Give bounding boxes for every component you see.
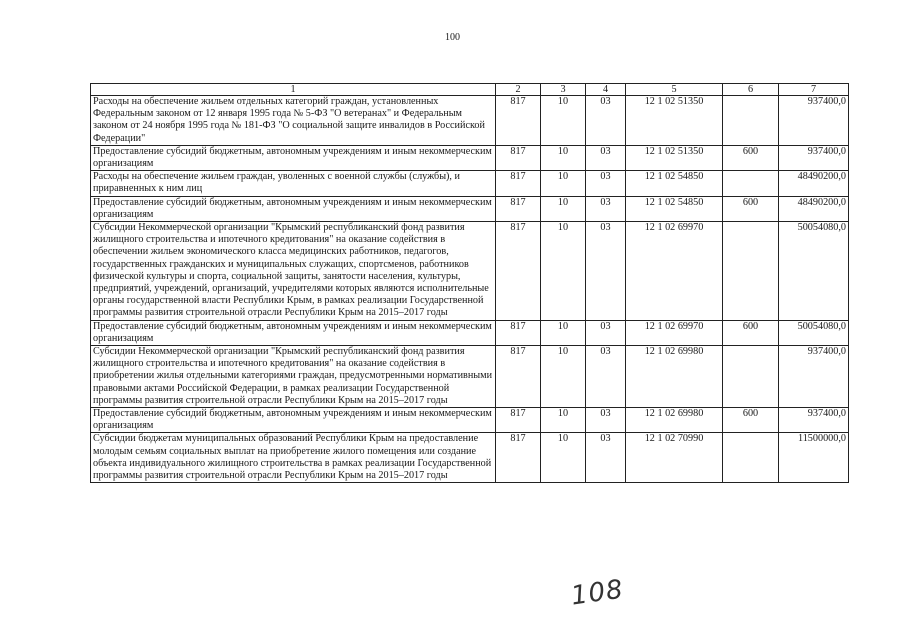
table-row [91, 408, 849, 433]
row-expense-type [723, 346, 779, 408]
row-subsection-code: 03 [586, 320, 626, 345]
row-description: Субсидии бюджетам муниципальных образований Республики Крым на предоставление молодым семьям социальных выплат на приобретение жилого помещения или создание объекта индивидуального жилищного строительства в рамках реализации Государственной программы развития строительной отрасли Республики Крым на 2015–2017 годы [91, 433, 496, 483]
row-amount: 11500000,0 [779, 433, 849, 483]
row-section-code: 10 [541, 346, 586, 408]
row-subsection-code: 03 [586, 96, 626, 146]
row-amount: 937400,0 [779, 408, 849, 433]
row-description: Предоставление субсидий бюджетным, автономным учреждениям и иным некоммерческим организациям [91, 408, 496, 433]
row-subsection-code: 03 [586, 222, 626, 321]
table-row [91, 222, 849, 321]
row-section-code: 10 [541, 222, 586, 321]
row-description: Расходы на обеспечение жильем отдельных категорий граждан, установленных Федеральным законом от 12 января 1995 года № 5-ФЗ "О ветеранах" и Федеральным законом от 24 ноября 1995 года № 181-ФЗ "О социальной защите инвалидов в Российской Федерации" [91, 96, 496, 146]
row-target-article: 12 1 02 69980 [626, 346, 723, 408]
column-header-6: 6 [723, 84, 779, 96]
row-ministry-code: 817 [496, 171, 541, 196]
row-target-article: 12 1 02 69970 [626, 320, 723, 345]
row-section-code: 10 [541, 433, 586, 483]
column-header-5: 5 [626, 84, 723, 96]
row-amount: 48490200,0 [779, 171, 849, 196]
row-ministry-code: 817 [496, 96, 541, 146]
row-description: Субсидии Некоммерческой организации "Крымский республиканский фонд развития жилищного строительства и ипотечного кредитования" на оказание содействия в приобретении жилья отдельными категориями граждан, предусмотренными нормативными правовыми актами Российской Федерации, в рамках реализации Государственной программы развития строительной отрасли Республики Крым на 2015–2017 годы [91, 346, 496, 408]
column-header-4: 4 [586, 84, 626, 96]
column-header-1: 1 [91, 84, 496, 96]
row-amount: 50054080,0 [779, 320, 849, 345]
row-target-article: 12 1 02 69970 [626, 222, 723, 321]
column-header-3: 3 [541, 84, 586, 96]
row-ministry-code: 817 [496, 196, 541, 221]
table-row [91, 145, 849, 170]
row-expense-type: 600 [723, 145, 779, 170]
row-section-code: 10 [541, 96, 586, 146]
table-row [91, 96, 849, 146]
row-subsection-code: 03 [586, 171, 626, 196]
row-target-article: 12 1 02 54850 [626, 196, 723, 221]
table-row [91, 346, 849, 408]
row-amount: 937400,0 [779, 145, 849, 170]
row-description: Расходы на обеспечение жильем граждан, уволенных с военной службы (службы), и приравненных к ним лиц [91, 171, 496, 196]
row-expense-type [723, 222, 779, 321]
row-ministry-code: 817 [496, 408, 541, 433]
row-target-article: 12 1 02 51350 [626, 96, 723, 146]
table-body [91, 96, 849, 483]
row-section-code: 10 [541, 320, 586, 345]
row-amount: 937400,0 [779, 346, 849, 408]
row-target-article: 12 1 02 51350 [626, 145, 723, 170]
row-description: Субсидии Некоммерческой организации "Крымский республиканский фонд развития жилищного строительства и ипотечного кредитования" на оказание содействия в обеспечении жильем экономического класса медицинских работников, педагогов, государственных гражданских и муниципальных служащих, спортсменов, работников физической культуры и спорта, социальной защиты, занятости населения, культуры, предприятий, учреждений, организаций, учредителями которых являются исполнительные органы государственной власти Республики Крым, в рамках реализации Государственной программы развития строительной отрасли Республики Крым на 2015–2017 годы [91, 222, 496, 321]
row-expense-type [723, 96, 779, 146]
row-ministry-code: 817 [496, 222, 541, 321]
row-subsection-code: 03 [586, 408, 626, 433]
row-target-article: 12 1 02 54850 [626, 171, 723, 196]
row-section-code: 10 [541, 171, 586, 196]
row-section-code: 10 [541, 196, 586, 221]
table-row [91, 433, 849, 483]
page-number: 100 [445, 32, 460, 43]
row-description: Предоставление субсидий бюджетным, автономным учреждениям и иным некоммерческим организациям [91, 145, 496, 170]
row-ministry-code: 817 [496, 145, 541, 170]
row-target-article: 12 1 02 70990 [626, 433, 723, 483]
row-section-code: 10 [541, 408, 586, 433]
column-header-7: 7 [779, 84, 849, 96]
table-row [91, 171, 849, 196]
row-amount: 48490200,0 [779, 196, 849, 221]
row-expense-type: 600 [723, 320, 779, 345]
budget-table [90, 83, 849, 483]
table-row [91, 196, 849, 221]
row-expense-type: 600 [723, 196, 779, 221]
row-expense-type: 600 [723, 408, 779, 433]
row-section-code: 10 [541, 145, 586, 170]
column-number-row [91, 84, 849, 96]
row-ministry-code: 817 [496, 433, 541, 483]
row-subsection-code: 03 [586, 346, 626, 408]
row-description: Предоставление субсидий бюджетным, автономным учреждениям и иным некоммерческим организациям [91, 320, 496, 345]
row-subsection-code: 03 [586, 196, 626, 221]
row-subsection-code: 03 [586, 433, 626, 483]
row-amount: 50054080,0 [779, 222, 849, 321]
table-row [91, 320, 849, 345]
row-subsection-code: 03 [586, 145, 626, 170]
row-ministry-code: 817 [496, 320, 541, 345]
column-header-2: 2 [496, 84, 541, 96]
row-ministry-code: 817 [496, 346, 541, 408]
row-amount: 937400,0 [779, 96, 849, 146]
row-target-article: 12 1 02 69980 [626, 408, 723, 433]
row-description: Предоставление субсидий бюджетным, автономным учреждениям и иным некоммерческим организациям [91, 196, 496, 221]
handwritten-page-number: 108 [569, 574, 626, 612]
row-expense-type [723, 433, 779, 483]
row-expense-type [723, 171, 779, 196]
